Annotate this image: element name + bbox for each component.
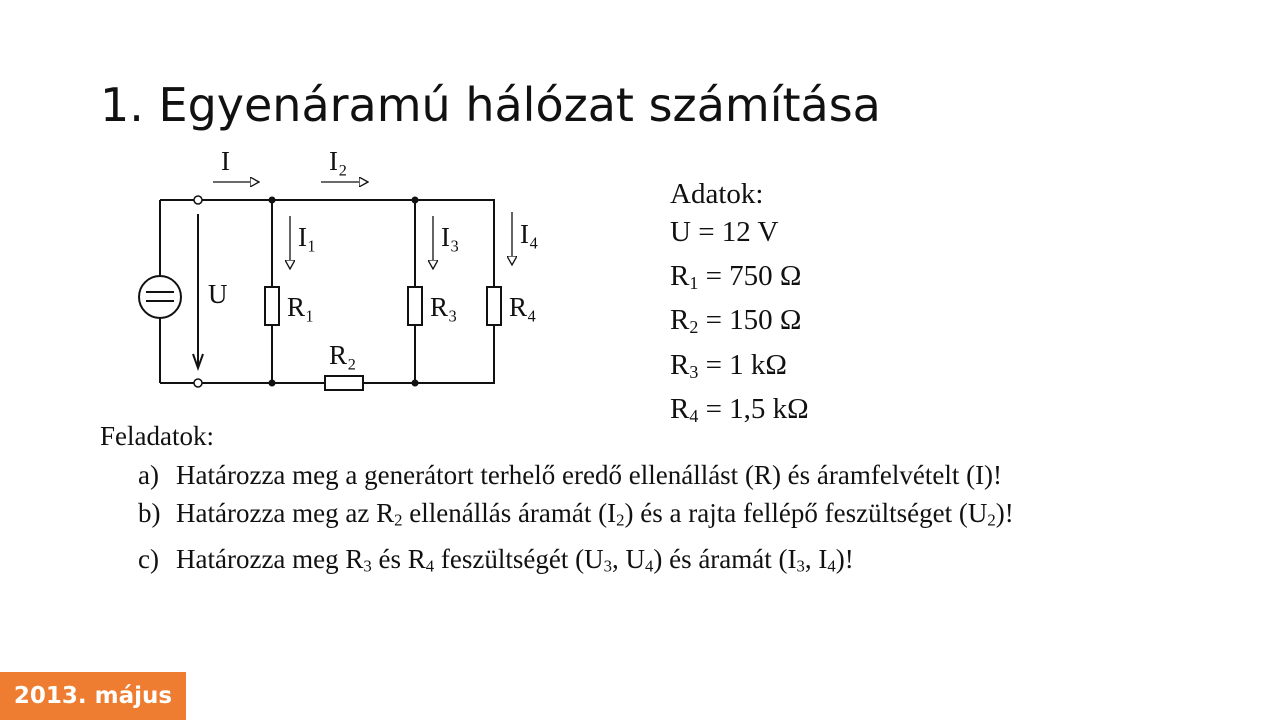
label-i4: I₄ — [520, 219, 539, 249]
label-r2: R₂ — [329, 340, 357, 370]
dc-source-symbol — [139, 276, 181, 318]
terminal-bottom — [194, 379, 202, 387]
label-r1: R₁ — [287, 292, 315, 322]
node — [412, 197, 419, 204]
data-item-r2: $R_2 = 150$ Ω — [670, 304, 802, 338]
data-heading: Adatok: — [670, 178, 764, 210]
label-u: U — [208, 279, 228, 309]
data-item-r1: $R_1 = 750$ Ω — [670, 259, 802, 293]
label-r4: R₄ — [509, 292, 537, 322]
node — [269, 197, 276, 204]
label-i1: I₁ — [298, 222, 317, 252]
label-r3: R₃ — [430, 292, 458, 322]
task-c: c) Határozza meg $R_3$ és $R_4$ feszültségét ($U_3$, $U_4$) és áramát ($I_3$, $I_4$)! — [138, 544, 854, 576]
task-b: b) Határozza meg az $R_2$ ellenállás áramát $(I_2)$ és a rajta fellépő feszültséget $(U_2)$! — [138, 498, 1014, 530]
node — [412, 380, 419, 387]
slide-title: 1. Egyenáramú hálózat számítása — [100, 78, 881, 132]
tasks-heading: Feladatok: — [100, 421, 214, 451]
label-i2: I₂ — [329, 146, 348, 176]
label-i: I — [221, 146, 230, 176]
task-list — [100, 417, 1014, 586]
data-item-u: U = 12 V — [670, 215, 779, 248]
resistor-r4 — [487, 287, 501, 325]
terminal-top — [194, 196, 202, 204]
node — [269, 380, 276, 387]
data-item-r4: $R_4 = 1,5$ kΩ — [670, 393, 809, 427]
resistor-r2 — [325, 376, 363, 390]
label-i3: I₃ — [441, 222, 460, 252]
wire-bottom-right — [363, 325, 494, 383]
data-block — [670, 176, 809, 436]
data-item-r3: $R_3 = 1$ kΩ — [670, 348, 787, 382]
date-badge: 2013. május — [0, 672, 186, 720]
resistor-r3 — [408, 287, 422, 325]
task-a: a) Határozza meg a generátort terhelő eredő ellenállást (R) és áramfelvételt (I)! — [138, 459, 1003, 490]
resistor-r1 — [265, 287, 279, 325]
